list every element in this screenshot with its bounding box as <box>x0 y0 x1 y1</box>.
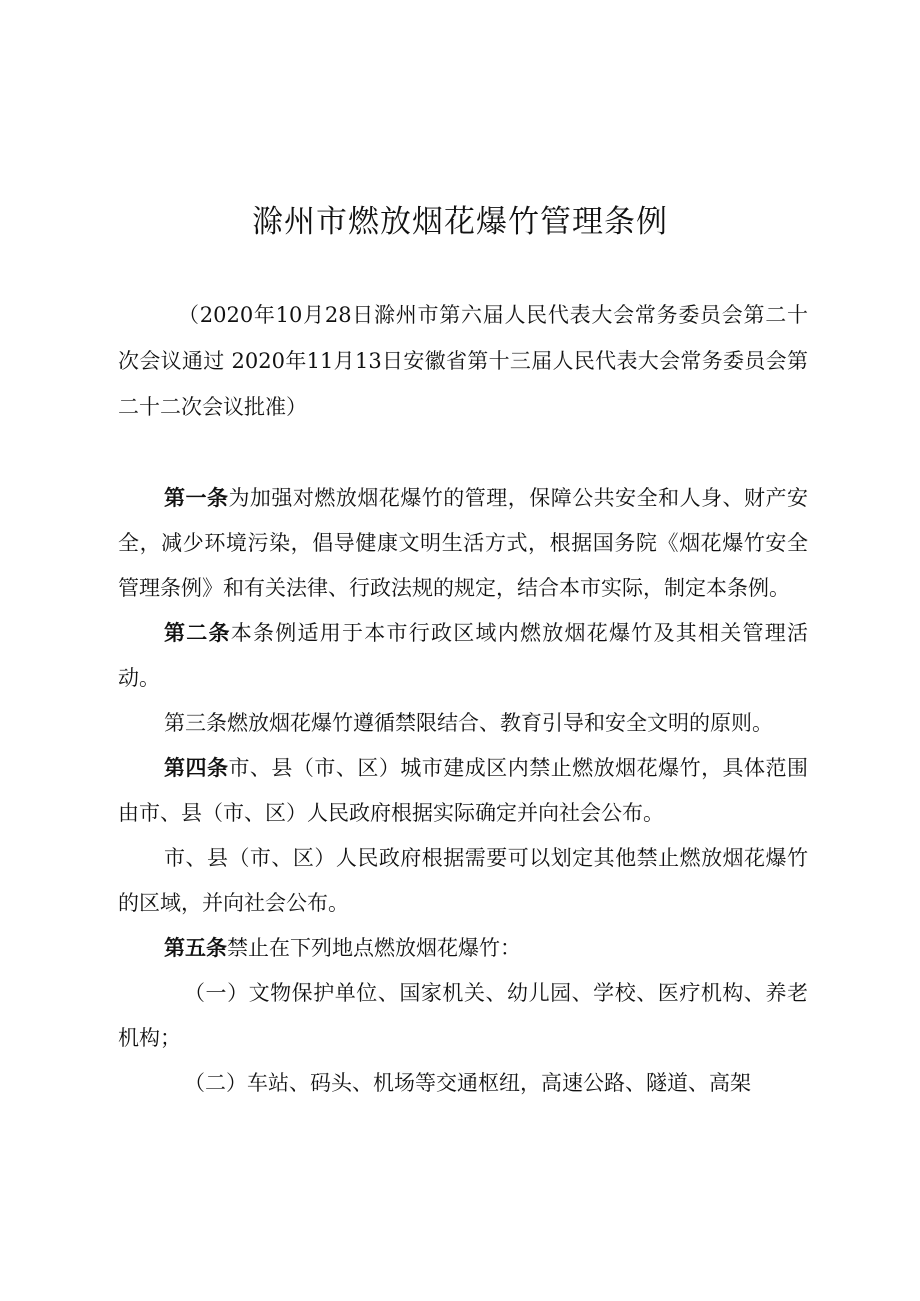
article-5-item-1: （一）文物保护单位、国家机关、幼儿园、学校、医疗机构、养老机构； <box>118 981 808 1050</box>
article-list <box>118 476 808 1106</box>
article-3 <box>118 701 808 746</box>
article-4 <box>118 746 808 836</box>
article-2-label: 第二条 <box>164 621 231 645</box>
article-1-text: 为加强对燃放烟花爆竹的管理，保障公共安全和人身、财产安全，减少环境污染，倡导健康文明生活方式，根据国务院《烟花爆竹安全管理条例》和有关法律、行政法规的规定，结合本市实际，制定本条例。 <box>118 486 809 600</box>
article-4-label: 第四条 <box>164 756 229 780</box>
article-5-text: 禁止在下列地点燃放烟花爆竹： <box>227 936 521 960</box>
article-4-text: 市、县（市、区）城市建成区内禁止燃放烟花爆竹，具体范围由市、县（市、区）人民政府根据实际确定并向社会公布。 <box>118 756 809 825</box>
document-title: 滁州市燃放烟花爆竹管理条例 <box>252 204 668 240</box>
article-2 <box>118 611 808 701</box>
article-1 <box>118 476 808 611</box>
adoption-note: （2020年10月28日滁州市第六届人民代表大会常务委员会第二十次会议通过 2020年11月13日安徽省第十三届人民代表大会常务委员会第二十二次会议批准） <box>118 303 808 419</box>
article-4-paragraph-2 <box>118 836 808 926</box>
article-1-label: 第一条 <box>164 486 229 510</box>
article-5-item-2: （二）车站、码头、机场等交通枢纽，高速公路、隧道、高架 <box>184 1071 751 1095</box>
article-5-label: 第五条 <box>164 936 227 960</box>
article-5 <box>118 926 808 971</box>
article-2-text: 本条例适用于本市行政区域内燃放烟花爆竹及其相关管理活动。 <box>118 621 808 690</box>
article-3-text: 第三条燃放烟花爆竹遵循禁限结合、教育引导和安全文明的原则。 <box>164 711 773 735</box>
article-4-paragraph-2-text: 市、县（市、区）人民政府根据需要可以划定其他禁止燃放烟花爆竹的区域，并向社会公布。 <box>118 846 808 915</box>
